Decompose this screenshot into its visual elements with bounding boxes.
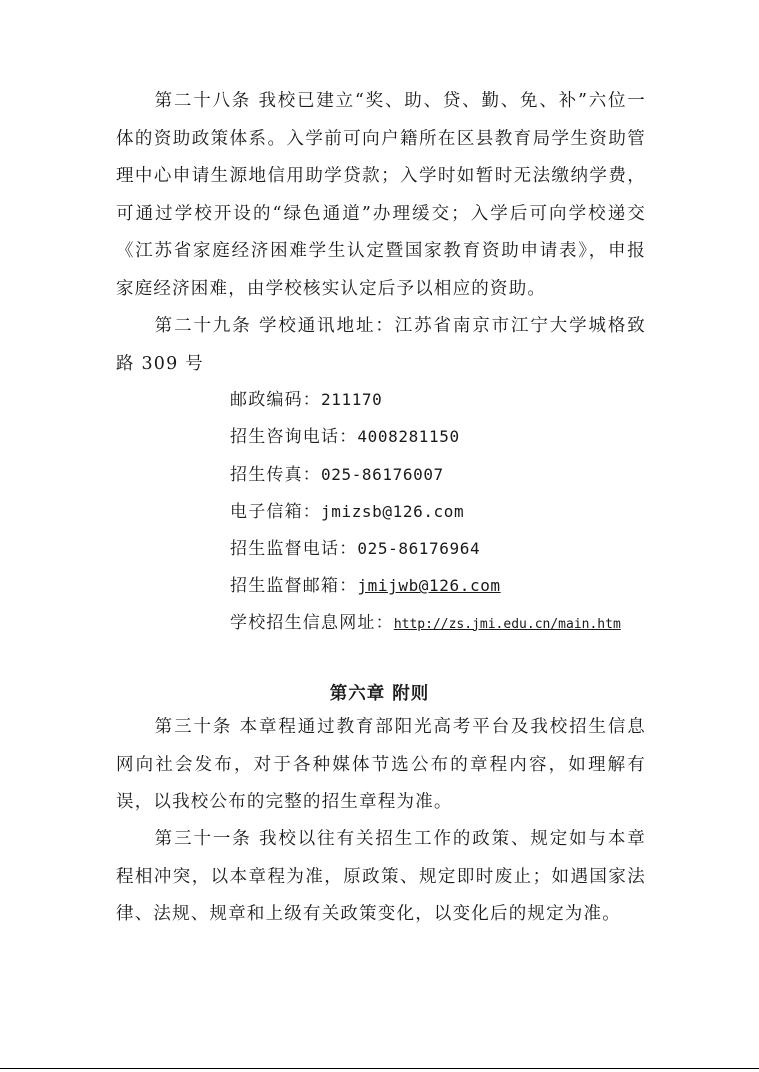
supervision-phone-value: 025-86176964 [357, 539, 481, 559]
article-28-text: 第二十八条 我校已建立“奖、助、贷、勤、免、补”六位一体的资助政策体系。入学前可向户籍所在区县教育局学生资助管理中心申请生源地信用助学贷款；入学时如暂时无法缴纳学费，可通过学校开设的“绿色通道”办理缓交；入学后可向学校递交《江苏省家庭经济困难学生认定暨国家教育资助申请表》，申报家庭经济困难，由学校核实认定后予以相应的资助。 [116, 91, 646, 299]
website-label: 学校招生信息网址： [230, 612, 394, 633]
article-30-paragraph [116, 709, 646, 822]
admission-fax-value: 025-86176007 [321, 464, 444, 484]
contact-list [230, 381, 621, 642]
article-30-text: 第三十条 本章程通过教育部阳光高考平台及我校招生信息网向社会发布，对于各种媒体节选公布的章程内容，如理解有误，以我校公布的完整的招生章程为准。 [116, 717, 646, 812]
article-31-text: 第三十一条 我校以往有关招生工作的政策、规定如与本章程相冲突，以本章程为准，原政策、规定即时废止；如遇国家法律、法规、规章和上级有关政策变化，以变化后的规定为准。 [116, 829, 646, 924]
website-link[interactable]: http://zs.jmi.edu.cn/main.htm [393, 616, 621, 632]
postal-code-line [230, 381, 621, 418]
admission-phone-value: 4008281150 [357, 427, 460, 447]
email-line [230, 493, 621, 530]
chapter-6-heading: 第六章 附则 [329, 684, 430, 704]
page-bottom-rule [0, 1068, 759, 1069]
supervision-phone-label: 招生监督电话： [230, 539, 358, 560]
postal-code-value: 211170 [321, 390, 383, 409]
admission-phone-line [230, 418, 621, 455]
article-31-paragraph [116, 821, 646, 934]
email-label: 电子信箱： [230, 501, 321, 522]
article-29-text: 第二十九条 学校通讯地址：江苏省南京市江宁大学城格致路 309 号 [116, 316, 646, 374]
admission-fax-line [230, 456, 621, 493]
website-line [230, 605, 621, 642]
admission-phone-label: 招生咨询电话： [230, 427, 358, 448]
supervision-email-link[interactable]: jmijwb@126.com [357, 576, 501, 596]
email-value: jmizsb@126.com [321, 501, 465, 521]
supervision-email-line [230, 567, 621, 604]
supervision-phone-line [230, 530, 621, 567]
admission-fax-label: 招生传真： [230, 464, 321, 485]
postal-code-label: 邮政编码： [230, 390, 321, 410]
article-29-paragraph [116, 308, 646, 383]
supervision-email-label: 招生监督邮箱： [230, 576, 358, 597]
article-28-paragraph [116, 83, 646, 308]
